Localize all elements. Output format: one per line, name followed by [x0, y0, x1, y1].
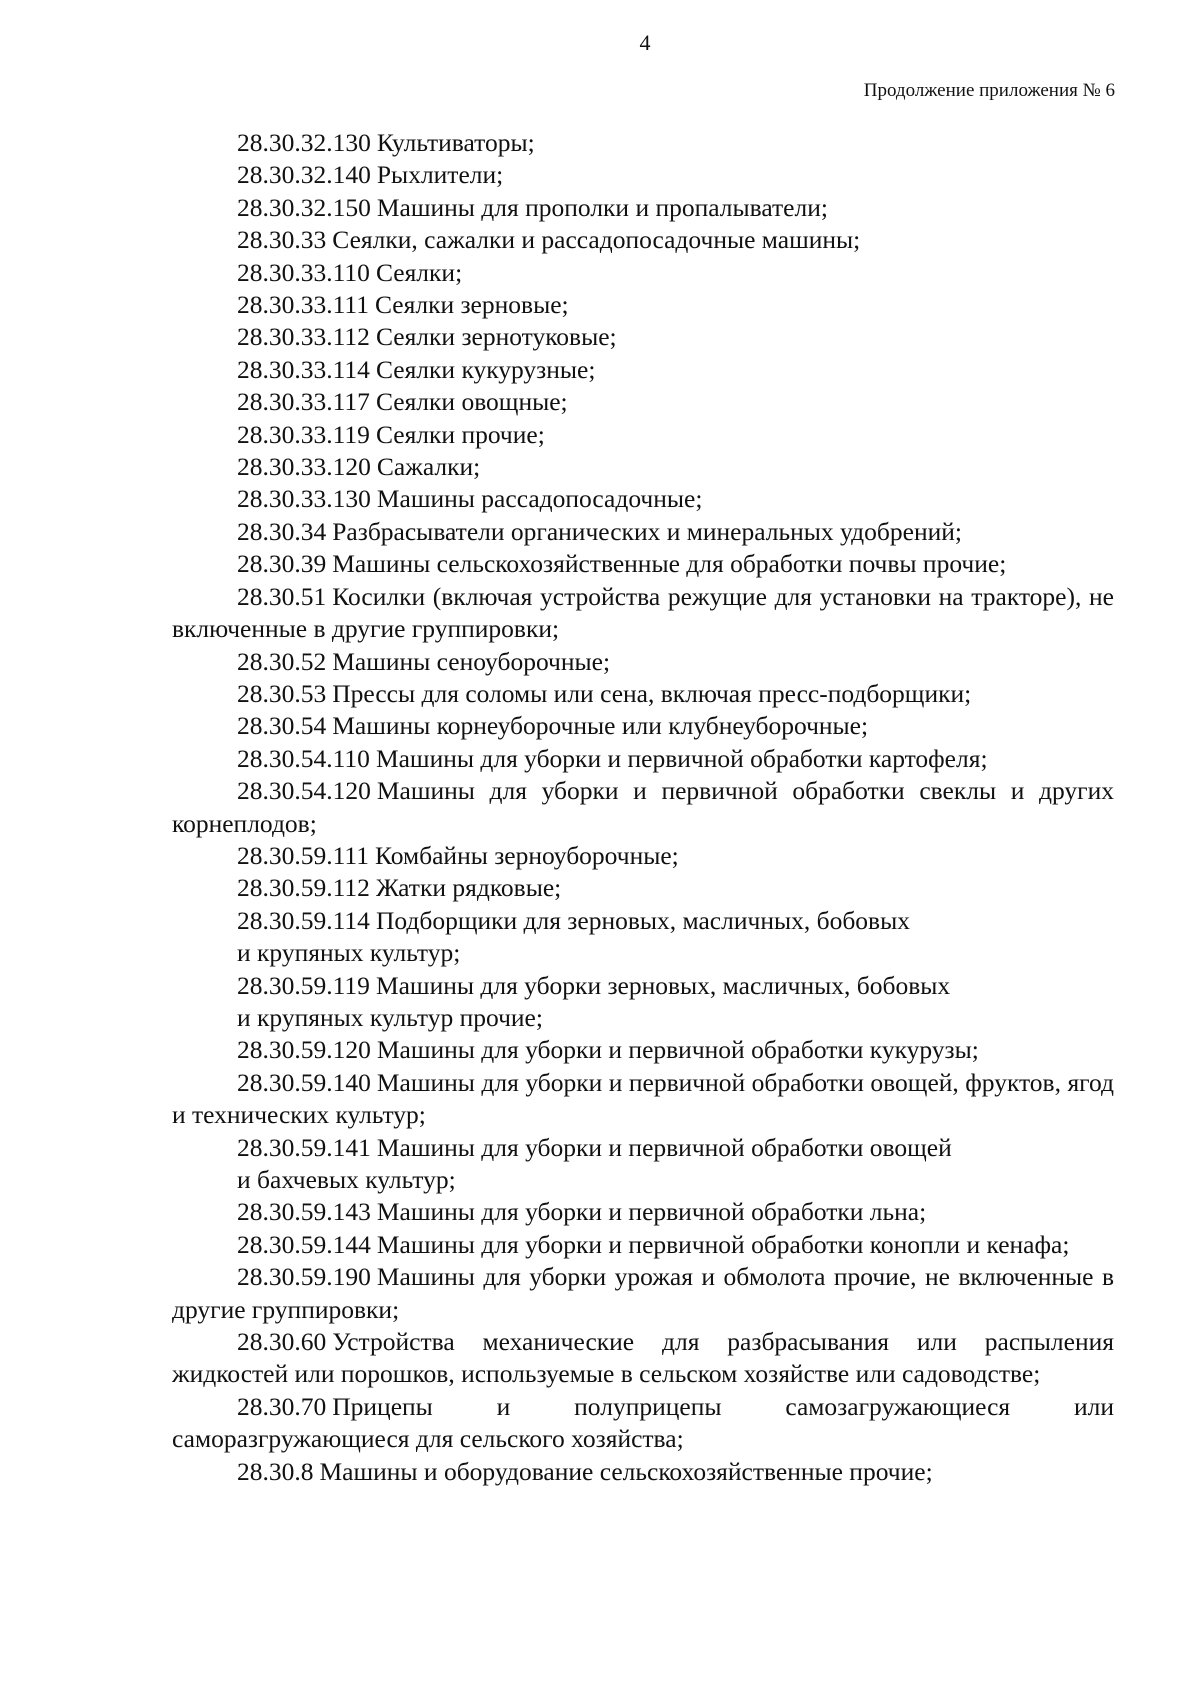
- classification-code: 28.30.33.119: [237, 419, 370, 449]
- classification-code: 28.30.33: [237, 225, 327, 255]
- classification-description-continuation: и крупяных культур;: [237, 938, 461, 968]
- classification-code: 28.30.59.114: [237, 905, 370, 935]
- list-item: [172, 386, 1114, 418]
- list-item: [172, 646, 1114, 678]
- list-item: [172, 192, 1114, 224]
- list-item: [172, 743, 1114, 775]
- list-item: [172, 905, 1114, 970]
- classification-code: 28.30.34: [237, 516, 327, 546]
- classification-code: 28.30.59.144: [237, 1229, 371, 1259]
- list-item: [172, 1261, 1114, 1326]
- list-item: [172, 257, 1114, 289]
- classification-description: Сеялки прочие;: [375, 419, 545, 449]
- classification-code: 28.30.39: [237, 549, 327, 579]
- classification-description: Устройства механические для разбрасывания или распыления жидкостей или порошков, используемые в сельском хозяйстве или садоводстве;: [172, 1327, 1114, 1389]
- classification-code: 28.30.59.140: [237, 1067, 371, 1097]
- classification-description: Разбрасыватели органических и минеральных удобрений;: [332, 516, 962, 546]
- classification-list: [172, 127, 1114, 1488]
- list-item: [172, 1067, 1114, 1132]
- classification-description: Машины для уборки и первичной обработки конопли и кенафа;: [376, 1229, 1070, 1259]
- classification-description: Машины для уборки и первичной обработки кукурузы;: [376, 1035, 979, 1065]
- list-item: [172, 516, 1114, 548]
- classification-code: 28.30.59.112: [237, 873, 370, 903]
- classification-description-continuation: и бахчевых культур;: [237, 1165, 456, 1194]
- list-item: [172, 710, 1114, 742]
- classification-description: Прицепы и полуприцепы самозагружающиеся или саморазгружающиеся для сельского хозяйства;: [172, 1391, 1114, 1454]
- classification-code: 28.30.59.119: [237, 970, 370, 1000]
- appendix-continuation-note: Продолжение приложения № 6: [863, 80, 1115, 101]
- classification-code: 28.30.53: [237, 678, 327, 708]
- classification-description: Машины корнеуборочные или клубнеуборочные;: [332, 711, 869, 741]
- classification-description: Жатки рядковые;: [375, 873, 562, 903]
- classification-description: Машины для уборки зерновых, масличных, бобовых: [375, 970, 951, 1000]
- list-item: [172, 1196, 1114, 1228]
- classification-description: Машины рассадопосадочные;: [376, 484, 703, 514]
- classification-description: Машины для уборки и первичной обработки льна;: [376, 1197, 927, 1227]
- list-item: [172, 548, 1114, 580]
- list-item: [172, 840, 1114, 872]
- classification-description: Машины для уборки и первичной обработки овощей, фруктов, ягод и технических культур;: [172, 1067, 1114, 1130]
- classification-code: 28.30.59.120: [237, 1035, 371, 1065]
- list-item: [172, 1132, 1114, 1197]
- classification-code: 28.30.33.114: [237, 354, 370, 384]
- classification-code: 28.30.59.143: [237, 1197, 371, 1227]
- list-item: [172, 127, 1114, 159]
- classification-description: Комбайны зерноуборочные;: [374, 840, 679, 870]
- classification-code: 28.30.32.130: [237, 128, 371, 157]
- list-item: [172, 775, 1114, 840]
- classification-code: 28.30.59.190: [237, 1262, 371, 1292]
- list-item: [172, 419, 1114, 451]
- classification-description: Сеялки зернотуковые;: [375, 322, 617, 352]
- list-item: [172, 1391, 1114, 1456]
- classification-description: Машины для уборки и первичной обработки свеклы и других корнеплодов;: [172, 776, 1114, 838]
- classification-description: Сеялки кукурузные;: [375, 354, 596, 384]
- list-item: [172, 354, 1114, 386]
- classification-description: Сеялки зерновые;: [374, 290, 569, 320]
- classification-code: 28.30.32.150: [237, 192, 371, 222]
- list-item: [172, 289, 1114, 321]
- classification-code: 28.30.33.117: [237, 387, 370, 417]
- list-item: [172, 224, 1114, 256]
- classification-description: Сеялки;: [375, 257, 463, 287]
- classification-code: 28.30.52: [237, 646, 327, 676]
- classification-code: 28.30.33.130: [237, 484, 371, 514]
- classification-description: Подборщики для зерновых, масличных, бобовых: [375, 905, 910, 935]
- classification-code: 28.30.32.140: [237, 160, 371, 190]
- list-item: [172, 872, 1114, 904]
- list-item: [172, 321, 1114, 353]
- classification-description: Культиваторы;: [376, 128, 535, 157]
- list-item: [172, 1034, 1114, 1066]
- list-item: [172, 451, 1114, 483]
- classification-code: 28.30.60: [237, 1327, 327, 1357]
- classification-code: 28.30.33.112: [237, 322, 370, 352]
- list-item: [172, 1229, 1114, 1261]
- classification-code: 28.30.33.110: [237, 257, 370, 287]
- classification-code: 28.30.8: [237, 1456, 314, 1486]
- list-item: [172, 483, 1114, 515]
- classification-description: Сеялки, сажалки и рассадопосадочные машины;: [332, 225, 861, 255]
- list-item: [172, 970, 1114, 1035]
- classification-code: 28.30.51: [237, 581, 327, 611]
- classification-description-continuation: и крупяных культур прочие;: [237, 1002, 543, 1032]
- classification-code: 28.30.54.120: [237, 776, 371, 806]
- classification-description: Прессы для соломы или сена, включая пресс-подборщики;: [332, 678, 972, 708]
- classification-code: 28.30.70: [237, 1391, 327, 1421]
- classification-description: Машины для прополки и пропалыватели;: [376, 192, 828, 222]
- classification-code: 28.30.54.110: [237, 743, 370, 773]
- classification-description: Сажалки;: [376, 452, 481, 482]
- classification-description: Машины и оборудование сельскохозяйственные прочие;: [319, 1456, 933, 1486]
- list-item: [172, 1456, 1114, 1488]
- list-item: [172, 581, 1114, 646]
- classification-code: 28.30.59.141: [237, 1132, 371, 1162]
- classification-description: Рыхлители;: [376, 160, 504, 190]
- list-item: [172, 1326, 1114, 1391]
- classification-code: 28.30.33.111: [237, 290, 369, 320]
- classification-description: Машины сельскохозяйственные для обработки почвы прочие;: [332, 549, 1007, 579]
- classification-code: 28.30.33.120: [237, 452, 371, 482]
- classification-description: Сеялки овощные;: [375, 387, 568, 417]
- classification-description: Машины для уборки и первичной обработки картофеля;: [375, 743, 988, 773]
- classification-description: Машины для уборки урожая и обмолота прочие, не включенные в другие группировки;: [172, 1262, 1114, 1324]
- list-item: [172, 678, 1114, 710]
- classification-code: 28.30.54: [237, 711, 327, 741]
- list-item: [172, 159, 1114, 191]
- classification-description: Косилки (включая устройства режущие для установки на тракторе), не включенные в другие группировки;: [172, 581, 1114, 644]
- classification-description: Машины для уборки и первичной обработки овощей: [376, 1132, 952, 1162]
- page-number: 4: [639, 30, 651, 55]
- classification-description: Машины сеноуборочные;: [332, 646, 611, 676]
- classification-code: 28.30.59.111: [237, 840, 369, 870]
